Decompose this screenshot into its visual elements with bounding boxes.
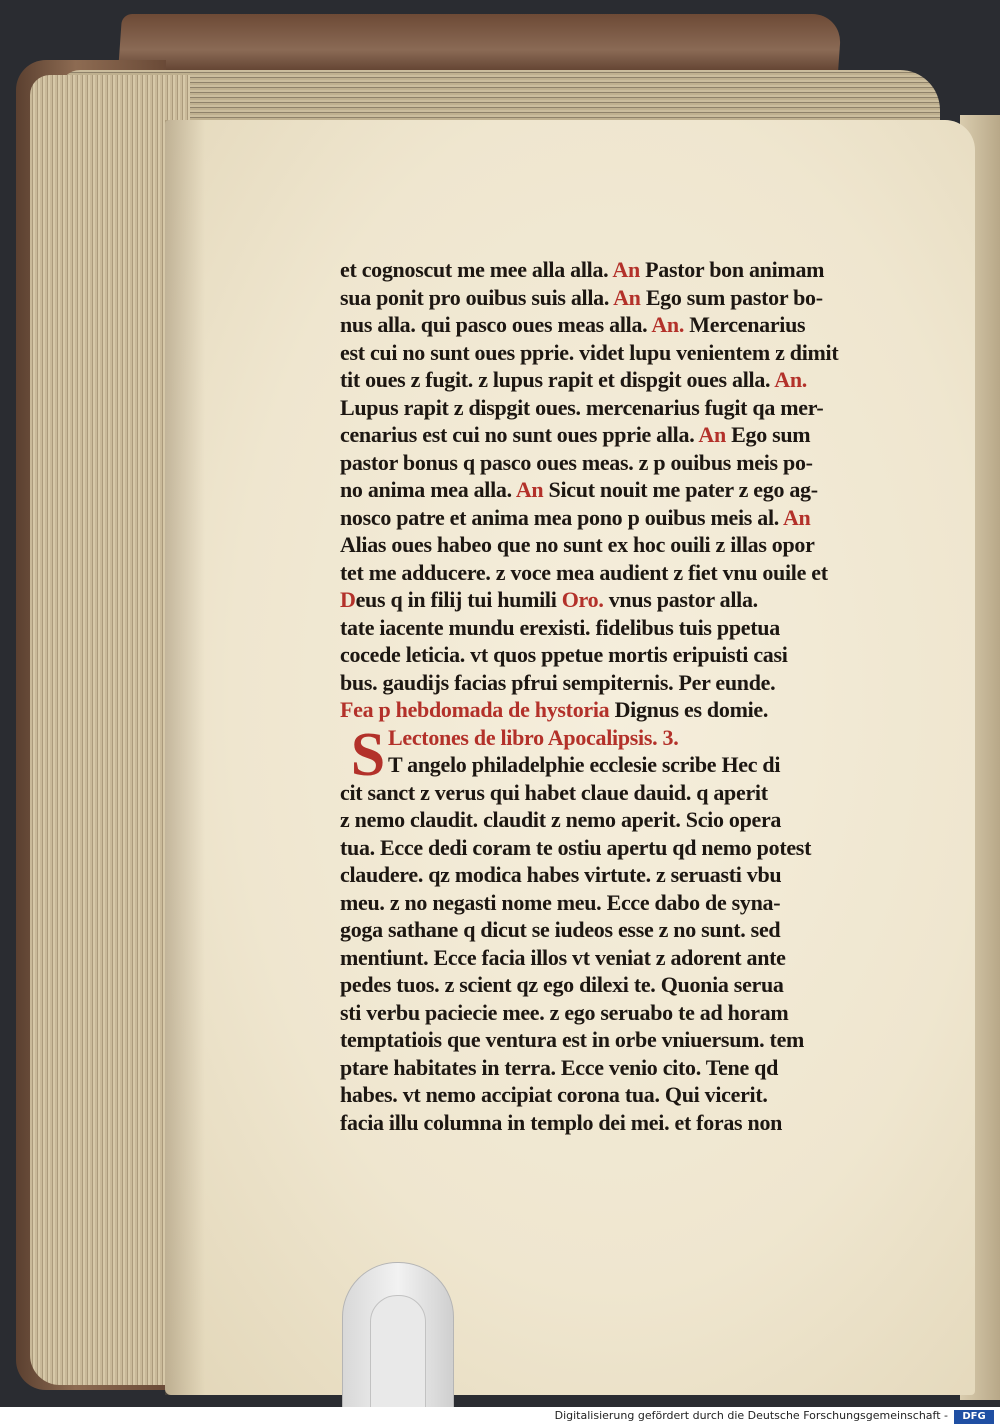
text-line — [340, 1025, 885, 1055]
body-text: tit oues z fugit. z lupus rapit et dispgit oues alla. — [340, 367, 775, 392]
text-line — [340, 1053, 885, 1083]
body-text: no anima mea alla. — [340, 477, 516, 502]
body-text: nus alla. qui pasco oues meas alla. — [340, 312, 652, 337]
body-text: cenarius est cui no sunt oues pprie alla. — [340, 422, 699, 447]
rubric-text: An. — [774, 367, 807, 392]
body-text: Alias oues habeo que no sunt ex hoc ouili z illas opor — [340, 532, 815, 557]
text-line — [340, 558, 885, 588]
body-text: nosco patre et anima mea pono p ouibus meis al. — [340, 504, 783, 530]
body-text: eus q in filij tui humili — [355, 587, 562, 612]
text-line — [340, 503, 885, 533]
dfg-logo: DFG — [954, 1410, 994, 1424]
rubric-text: An — [782, 504, 811, 530]
rubric-text: An — [698, 422, 732, 447]
text-line — [340, 283, 885, 313]
body-text: ptare habitates in terra. Ecce venio cito. Tene qd — [340, 1054, 778, 1080]
body-text: Pastor bon animam — [645, 257, 825, 282]
body-text: mentiunt. Ecce facia illos vt veniat z adorent ante — [340, 944, 786, 970]
text-line — [340, 448, 885, 478]
body-text: facia illu columna in templo dei mei. et foras non — [340, 1109, 783, 1135]
rubric-text: Oro. — [561, 587, 609, 612]
text-line — [340, 1080, 885, 1110]
body-text: T angelo philadelphie ecclesie scribe Hec di — [388, 752, 781, 777]
rubric-text: Lectones de libro Apocalipsis. 3. — [388, 724, 679, 750]
text-line — [340, 1108, 885, 1138]
body-text: est cui no sunt oues pprie. videt lupu venientem z dimit — [340, 339, 839, 365]
rubric-text: An — [612, 257, 646, 282]
footer-bar — [0, 1407, 1000, 1427]
body-text: tate iacente mundu erexisti. fidelibus tuis ppetua — [340, 614, 780, 640]
rubric-text: An — [515, 477, 549, 502]
book-cover-top — [118, 14, 842, 74]
body-text: bus. gaudijs facias pfrui sempiternis. Per eunde. — [340, 669, 776, 695]
text-line — [340, 393, 885, 423]
body-text: meu. z no negasti nome meu. Ecce dabo de syna- — [340, 889, 781, 915]
text-line — [340, 860, 885, 890]
text-line — [340, 613, 885, 643]
text-line — [340, 530, 885, 560]
body-text: Ego sum pastor bo- — [645, 284, 823, 310]
text-line — [340, 943, 885, 973]
body-text: temptatiois que ventura est in orbe vniuersum. tem — [340, 1027, 805, 1052]
text-line — [340, 255, 885, 285]
text-line — [340, 668, 885, 698]
body-text: et cognoscut me mee alla alla. — [340, 257, 613, 282]
rubric-text: D — [340, 587, 356, 612]
body-text: claudere. qz modica habes virtute. z seruasti vbu — [340, 862, 782, 887]
text-line — [340, 640, 885, 670]
body-text: sti verbu paciecie mee. z ego seruabo te ad horam — [340, 999, 789, 1025]
rubric-text: An. — [651, 312, 690, 337]
body-text: tet me adducere. z voce mea audient z fiet vnu ouile et — [340, 559, 828, 585]
text-line — [340, 970, 885, 1000]
footer-credit: Digitalisierung gefördert durch die Deutsche Forschungsgemeinschaft - — [554, 1409, 948, 1422]
text-line — [340, 998, 885, 1028]
body-text: Lupus rapit z dispgit oues. mercenarius fugit qa mer- — [340, 394, 824, 420]
text-line — [340, 475, 885, 505]
body-text: cit sanct z verus qui habet claue dauid. q aperit — [340, 779, 768, 805]
text-line — [340, 420, 885, 450]
body-text: vnus pastor alla. — [608, 587, 758, 612]
rubric-text: An — [613, 284, 646, 310]
text-line — [340, 695, 885, 725]
text-line — [388, 750, 885, 780]
body-text: pedes tuos. z scient qz ego dilexi te. Quonia serua — [340, 972, 784, 997]
rubric-text: Fea p hebdomada de hystoria — [340, 697, 615, 722]
body-text: tua. Ecce dedi coram te ostiu apertu qd nemo potest — [340, 834, 812, 860]
body-text: goga sathane q dicut se iudeos esse z no sunt. sed — [340, 917, 781, 942]
text-line — [340, 833, 885, 863]
body-text: habes. vt nemo accipiat corona tua. Qui vicerit. — [340, 1082, 768, 1107]
text-line — [340, 585, 885, 615]
text-line — [340, 888, 885, 918]
text-line — [340, 365, 885, 395]
book-clip-inner — [370, 1295, 426, 1407]
text-line — [388, 723, 885, 753]
body-text: cocede leticia. vt quos ppetue mortis eripuisti casi — [340, 642, 788, 667]
text-block — [340, 255, 885, 1135]
text-line — [340, 310, 885, 340]
body-text: pastor bonus q pasco oues meas. z p ouibus meis po- — [340, 449, 813, 475]
text-line — [340, 805, 885, 835]
body-text: z nemo claudit. claudit z nemo aperit. Scio opera — [340, 807, 782, 832]
body-text: Sicut nouit me pater z ego ag- — [548, 477, 818, 502]
decorated-initial: S — [350, 721, 386, 789]
text-line — [340, 915, 885, 945]
body-text: sua ponit pro ouibus suis alla. — [340, 284, 614, 310]
page-gutter-shadow — [165, 120, 205, 1395]
text-line — [340, 778, 885, 808]
text-line — [340, 338, 885, 368]
body-text: Ego sum — [731, 422, 811, 447]
body-text: Mercenarius — [689, 312, 806, 337]
body-text: Dignus es domie. — [614, 697, 769, 722]
